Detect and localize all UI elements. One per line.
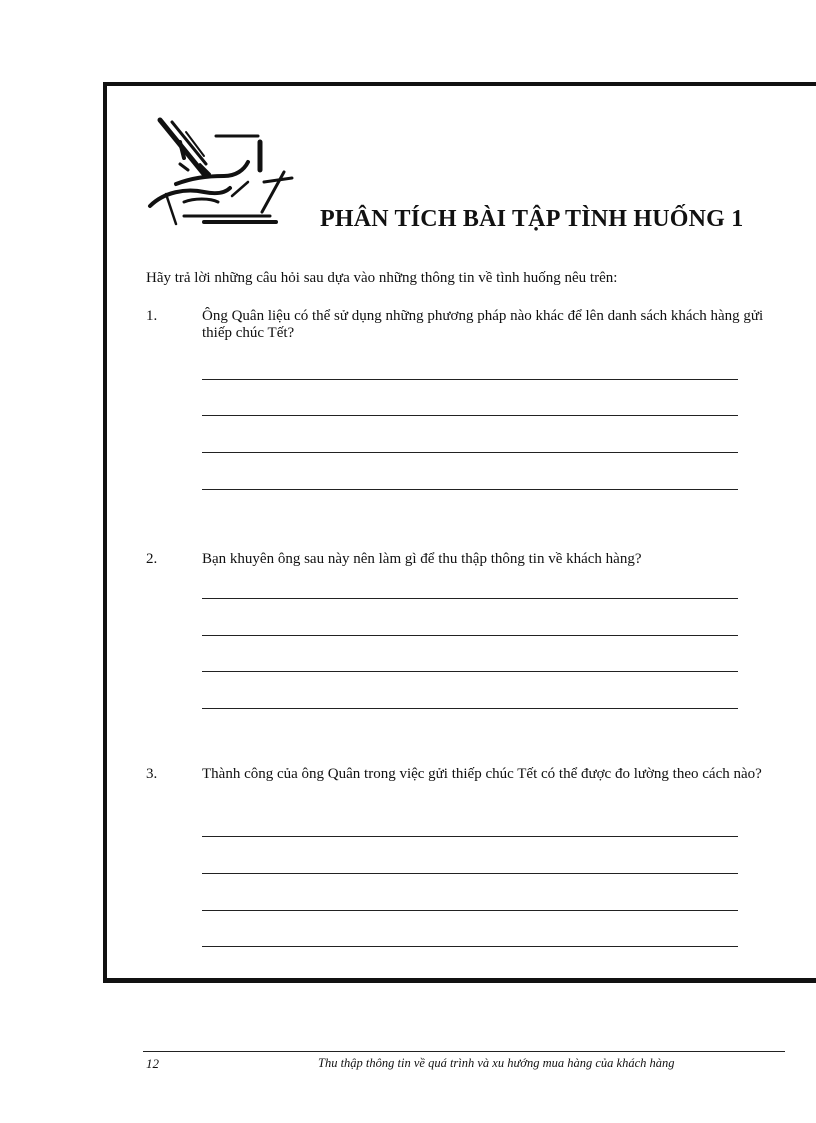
answer-line[interactable]	[202, 873, 738, 874]
page-number: 12	[146, 1056, 159, 1071]
question-text: Bạn khuyên ông sau này nên làm gì để thu thập thông tin về khách hàng?	[202, 551, 642, 567]
answer-line[interactable]	[202, 598, 738, 599]
question-text: Ông Quân liệu có thể sử dụng những phương pháp nào khác để lên danh sách khách hàng gửi thiếp chúc Tết?	[202, 308, 764, 341]
answer-line[interactable]	[202, 635, 738, 636]
answer-line[interactable]	[202, 946, 738, 947]
page-title: PHÂN TÍCH BÀI TẬP TÌNH HUỐNG 1	[320, 206, 744, 232]
answer-line[interactable]	[202, 415, 738, 416]
answer-line[interactable]	[202, 708, 738, 709]
instructions-text: Hãy trả lời những câu hỏi sau dựa vào những thông tin về tình huống nêu trên:	[146, 270, 618, 286]
answer-line[interactable]	[202, 489, 738, 490]
footer-divider	[143, 1051, 785, 1052]
answer-line[interactable]	[202, 910, 738, 911]
question-number: 1.	[146, 308, 158, 324]
question-number: 3.	[146, 766, 158, 782]
running-title: Thu thập thông tin về quá trình và xu hướng mua hàng của khách hàng	[318, 1056, 675, 1070]
question-number: 2.	[146, 551, 158, 567]
question-text: Thành công của ông Quân trong việc gửi thiếp chúc Tết có thể được đo lường theo cách nào?	[202, 766, 762, 782]
answer-line[interactable]	[202, 836, 738, 837]
answer-line[interactable]	[202, 379, 738, 380]
answer-line[interactable]	[202, 452, 738, 453]
writing-hand-icon	[144, 112, 304, 232]
answer-line[interactable]	[202, 671, 738, 672]
